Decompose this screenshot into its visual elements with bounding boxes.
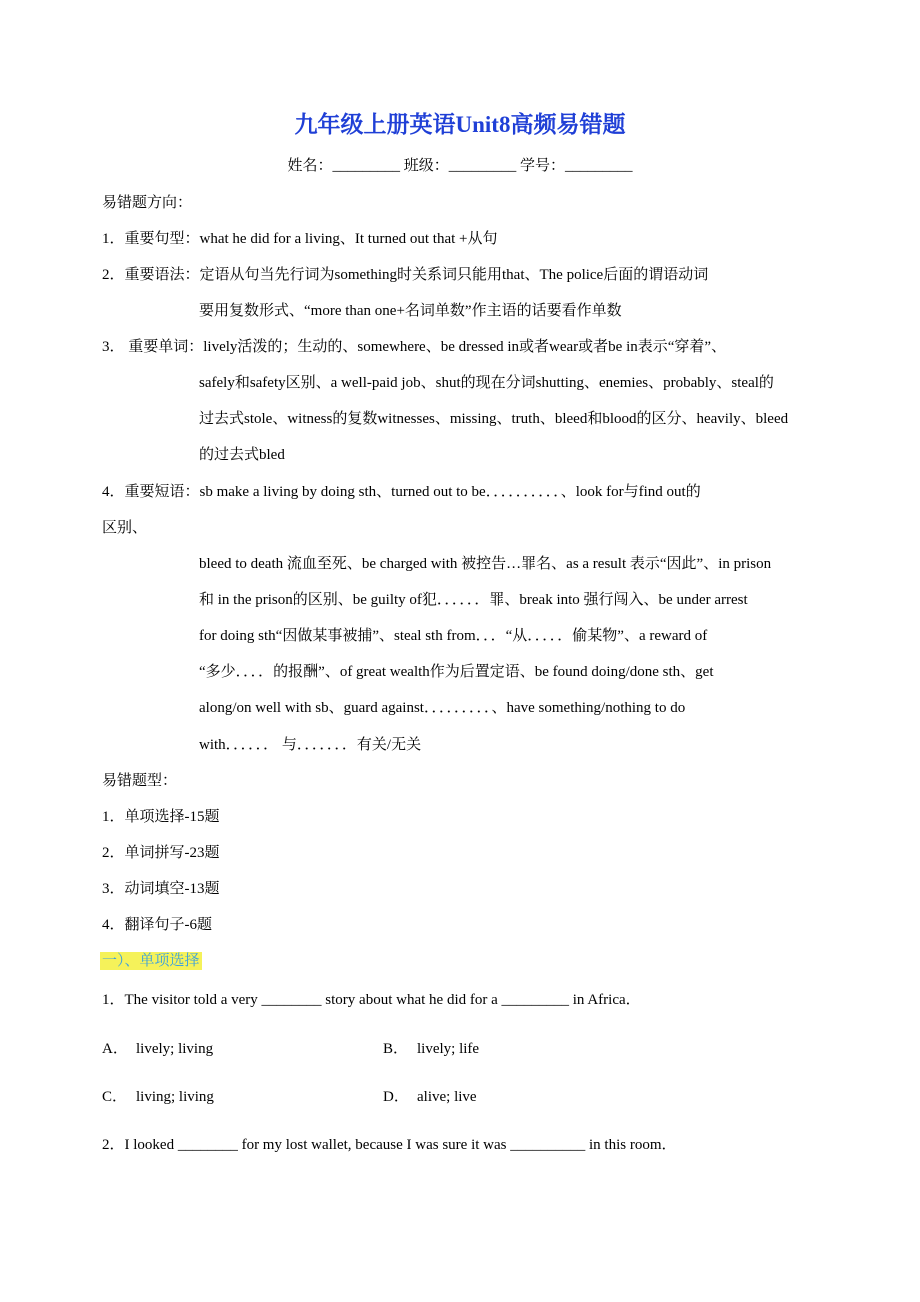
- direction-item-cont: with．．．．．． 与．．．．．．．有关/无关: [199, 737, 422, 753]
- type-item: 2．单词拼写-23题: [102, 845, 220, 861]
- direction-item: 1．重要句型：what he did for a living、It turned out that +从句: [102, 231, 498, 247]
- question-stem: 2．I looked ________ for my lost wallet, because I was sure it was __________ in this room．: [102, 1137, 677, 1153]
- direction-item-cont: 区别、: [102, 520, 148, 536]
- option-text: alive; live: [417, 1089, 477, 1105]
- option-a: [102, 1039, 213, 1059]
- page-title: 九年级上册英语Unit8高频易错题: [294, 112, 626, 137]
- option-text: lively; living: [136, 1041, 214, 1057]
- direction-item: 4．重要短语：sb make a living by doing sth、turned out to be．．．．．．．．．．、look for与find out的: [102, 484, 701, 500]
- direction-item-cont: 要用复数形式、“more than one+名词单数”作主语的话要看作单数: [199, 303, 622, 319]
- option-b: [383, 1039, 479, 1059]
- option-letter: A．: [102, 1041, 128, 1057]
- option-c: [102, 1087, 214, 1107]
- type-item: 3．动词填空-13题: [102, 881, 220, 897]
- direction-item-cont: 的过去式bled: [199, 447, 285, 463]
- question-stem: 1．The visitor told a very ________ story about what he did for a _________ in Africa．: [102, 992, 641, 1008]
- direction-item-cont: safely和safety区别、a well-paid job、shut的现在分词shutting、enemies、probably、steal的: [199, 375, 774, 391]
- option-text: living; living: [136, 1089, 214, 1105]
- direction-item-cont: bleed to death 流血至死、be charged with 被控告…罪名、as a result 表示“因此”、in prison: [199, 556, 772, 572]
- option-letter: D．: [383, 1089, 409, 1105]
- section-heading-text: 一）、单项选择: [102, 953, 200, 969]
- type-item: 4．翻译句子-6题: [102, 917, 212, 933]
- option-d: [383, 1087, 477, 1107]
- student-info-line: 姓名：_________ 班级：_________ 学号：_________: [287, 158, 633, 174]
- direction-item-cont: along/on well with sb、guard against．．．．．．．．．、have something/nothing to do: [199, 700, 686, 716]
- direction-item: 3． 重要单词：lively活泼的；生动的、somewhere、be dressed in或者wear或者be in表示“穿着”、: [102, 339, 727, 355]
- direction-heading: 易错题方向：: [102, 195, 193, 211]
- direction-item-cont: 过去式stole、witness的复数witnesses、missing、truth、bleed和blood的区分、heavily、bleed: [199, 411, 789, 427]
- types-heading: 易错题型：: [102, 773, 178, 789]
- direction-item-cont: “多少．．．．的报酬”、of great wealth作为后置定语、be found doing/done sth、get: [199, 664, 714, 680]
- direction-item: 2．重要语法：定语从句当先行词为something时关系词只能用that、The police后面的谓语动词: [102, 267, 709, 283]
- type-item: 1．单项选择-15题: [102, 809, 220, 825]
- option-letter: B．: [383, 1041, 409, 1057]
- direction-item-cont: for doing sth“因做某事被捕”、steal sth from．．．“从．．．．．偷某物”、a reward of: [199, 628, 708, 644]
- direction-item-cont: 和 in the prison的区别、be guilty of犯．．．．．．罪、break into 强行闯入、be under arrest: [199, 592, 748, 608]
- option-letter: C．: [102, 1089, 128, 1105]
- option-text: lively; life: [417, 1041, 480, 1057]
- section-heading-single-choice: [100, 951, 202, 971]
